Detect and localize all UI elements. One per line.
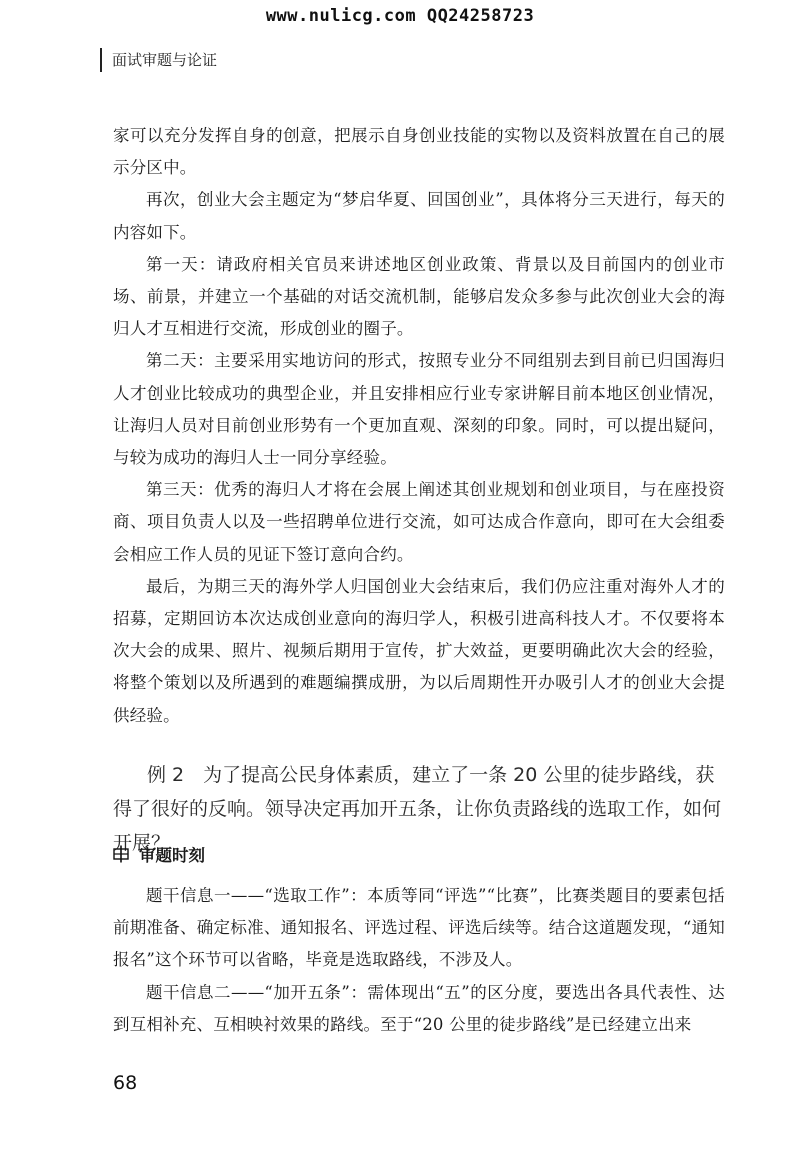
paragraph: 再次，创业大会主题定为“梦启华夏、回国创业”，具体将分三天进行，每天的内容如下。 xyxy=(113,190,725,242)
section-title: 审题时刻 xyxy=(139,846,205,865)
paragraph: 第二天：主要采用实地访问的形式，按照专业分不同组别去到目前已归国海归人才创业比较成功的典型企业，并且安排相应行业专家讲解目前本地区创业情况，让海归人员对目前创业形势有一个更加直观、深刻的印象。同时，可以提出疑问，与较为成功的海归人士一同分享经验。 xyxy=(113,351,725,468)
paragraph: 题干信息二——“加开五条”：需体现出“五”的区分度，要选出各具代表性、达到互相补充、互相映衬效果的路线。至于“20 公里的徒步路线”是已经建立出来 xyxy=(113,982,725,1034)
watermark: www.nulicg.com QQ24258723 xyxy=(265,6,535,26)
paragraph: 第一天：请政府相关官员来讲述地区创业政策、背景以及目前国内的创业市场、前景，并建立一个基础的对话交流机制，能够启发众多参与此次创业大会的海归人才互相进行交流，形成创业的圈子。 xyxy=(113,254,725,339)
analysis-text xyxy=(113,880,725,1041)
paragraph: 最后，为期三天的海外学人归国创业大会结束后，我们仍应注重对海外人才的招募，定期回访本次达成创业意向的海归学人，积极引进高科技人才。不仅要将本次大会的成果、照片、视频后期用于宣传，扩大效益，更要明确此次大会的经验，将整个策划以及所遇到的难题编撰成册，为以后周期性开办吸引人才的创业大会提供经验。 xyxy=(113,576,725,725)
page-number: 68 xyxy=(113,1072,138,1094)
paragraph: 家可以充分发挥自身的创意，把展示自身创业技能的实物以及资料放置在自己的展示分区中。 xyxy=(113,126,725,178)
paragraph: 第三天：优秀的海归人才将在会展上阐述其创业规划和创业项目，与在座投资商、项目负责人以及一些招聘单位进行交流，如可达成合作意向，即可在大会组委会相应工作人员的见证下签订意向合约。 xyxy=(113,480,725,564)
running-head: 面试审题与论证 xyxy=(100,48,217,72)
paragraph: 题干信息一——“选取工作”：本质等同“评选”“比赛”，比赛类题目的要素包括前期准备、确定标准、通知报名、评选过程、评选后续等。结合这道题发现，“通知报名”这个环节可以省略，毕竟是选取路线，不涉及人。 xyxy=(113,886,725,970)
example-question: 例 2 为了提高公民身体素质，建立了一条 20 公里的徒步路线，获得了很好的反响。领导决定再加开五条，让你负责路线的选取工作，如何开展？ xyxy=(113,764,722,854)
body-text xyxy=(113,120,725,732)
section-marker-icon xyxy=(113,845,129,863)
section-heading xyxy=(113,842,205,866)
